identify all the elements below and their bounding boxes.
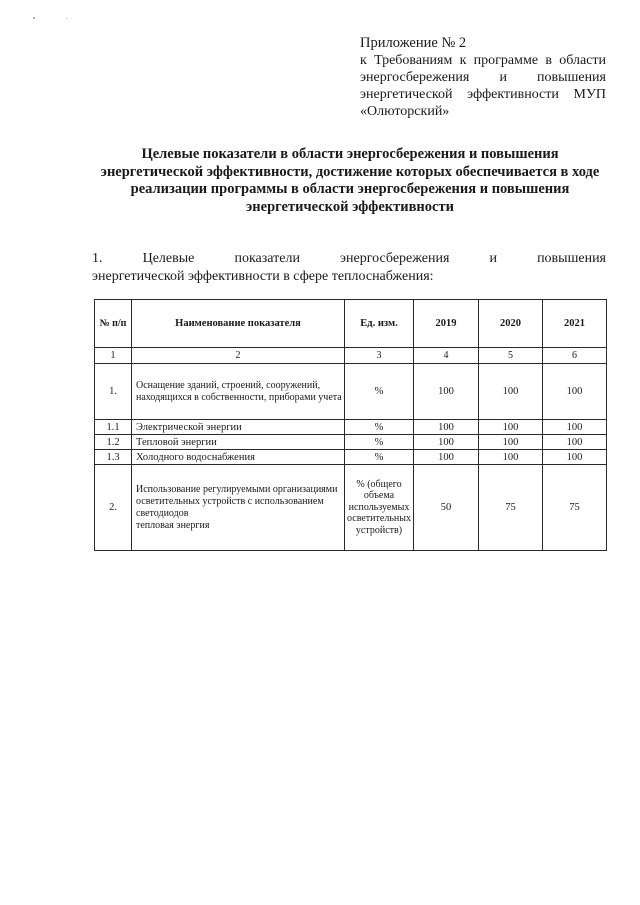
row-value-2020: 100 <box>479 420 543 435</box>
row-value-2021: 75 <box>543 465 607 551</box>
row-number: 2. <box>95 465 132 551</box>
row-number: 1. <box>95 364 132 420</box>
table-row <box>95 465 607 551</box>
row-value-2020: 100 <box>479 364 543 420</box>
indicators-table <box>94 299 607 551</box>
scan-speck <box>66 18 67 19</box>
table-row <box>95 364 607 420</box>
intro-line-1: 1. Целевые показатели энергосбережения и повышения <box>92 251 606 266</box>
header-name: Наименование показателя <box>132 300 345 348</box>
header-2021: 2021 <box>543 300 607 348</box>
row-value-2021: 100 <box>543 450 607 465</box>
row-value-2020: 75 <box>479 465 543 551</box>
row-value-2019: 100 <box>414 420 479 435</box>
table-header-row <box>95 300 607 348</box>
column-index: 3 <box>345 348 414 364</box>
row-indicator-name: Тепловой энергии <box>132 435 345 450</box>
row-value-2019: 100 <box>414 435 479 450</box>
table-row <box>95 435 607 450</box>
row-value-2020: 100 <box>479 450 543 465</box>
section-intro <box>92 250 606 286</box>
column-index: 6 <box>543 348 607 364</box>
row-value-2019: 100 <box>414 450 479 465</box>
row-number: 1.1 <box>95 420 132 435</box>
column-index: 2 <box>132 348 345 364</box>
row-unit: % <box>345 450 414 465</box>
column-index-row <box>95 348 607 364</box>
header-2020: 2020 <box>479 300 543 348</box>
row-value-2021: 100 <box>543 435 607 450</box>
header-unit: Ед. изм. <box>345 300 414 348</box>
row-number: 1.3 <box>95 450 132 465</box>
annex-block <box>360 35 606 120</box>
row-indicator-name: Электрической энергии <box>132 420 345 435</box>
header-2019: 2019 <box>414 300 479 348</box>
table-row <box>95 450 607 465</box>
row-number: 1.2 <box>95 435 132 450</box>
table-row <box>95 420 607 435</box>
annex-subtitle: к Требованиям к программе в области энергосбережения и повышения энергетической эффективности МУП «Олюторский» <box>360 53 606 119</box>
column-index: 5 <box>479 348 543 364</box>
row-indicator-name: Оснащение зданий, строений, сооружений, находящихся в собственности, приборами учета <box>132 364 345 420</box>
row-unit: % (общего объема используемых осветительных устройств) <box>345 465 414 551</box>
row-unit: % <box>345 364 414 420</box>
row-value-2020: 100 <box>479 435 543 450</box>
row-indicator-name: Холодного водоснабжения <box>132 450 345 465</box>
column-index: 4 <box>414 348 479 364</box>
row-indicator-name-sub: тепловая энергия <box>136 519 210 531</box>
row-indicator-name <box>132 465 345 551</box>
row-unit: % <box>345 435 414 450</box>
annex-title: Приложение № 2 <box>360 35 467 51</box>
row-indicator-name-main: Использование регулируемыми организациями осветительных устройств с использованием светодиодов <box>136 483 338 519</box>
row-value-2019: 100 <box>414 364 479 420</box>
scan-speck <box>33 17 35 19</box>
intro-line-2: энергетической эффективности в сфере теплоснабжения: <box>92 269 434 284</box>
row-value-2019: 50 <box>414 465 479 551</box>
row-value-2021: 100 <box>543 364 607 420</box>
header-num: № п/п <box>95 300 132 348</box>
row-unit: % <box>345 420 414 435</box>
row-value-2021: 100 <box>543 420 607 435</box>
document-title: Целевые показатели в области энергосбережения и повышения энергетической эффективности, достижение которых обеспечивается в ходе реализации программы в области энергосбережения и повышения энергетической эффективности <box>100 146 600 215</box>
column-index: 1 <box>95 348 132 364</box>
